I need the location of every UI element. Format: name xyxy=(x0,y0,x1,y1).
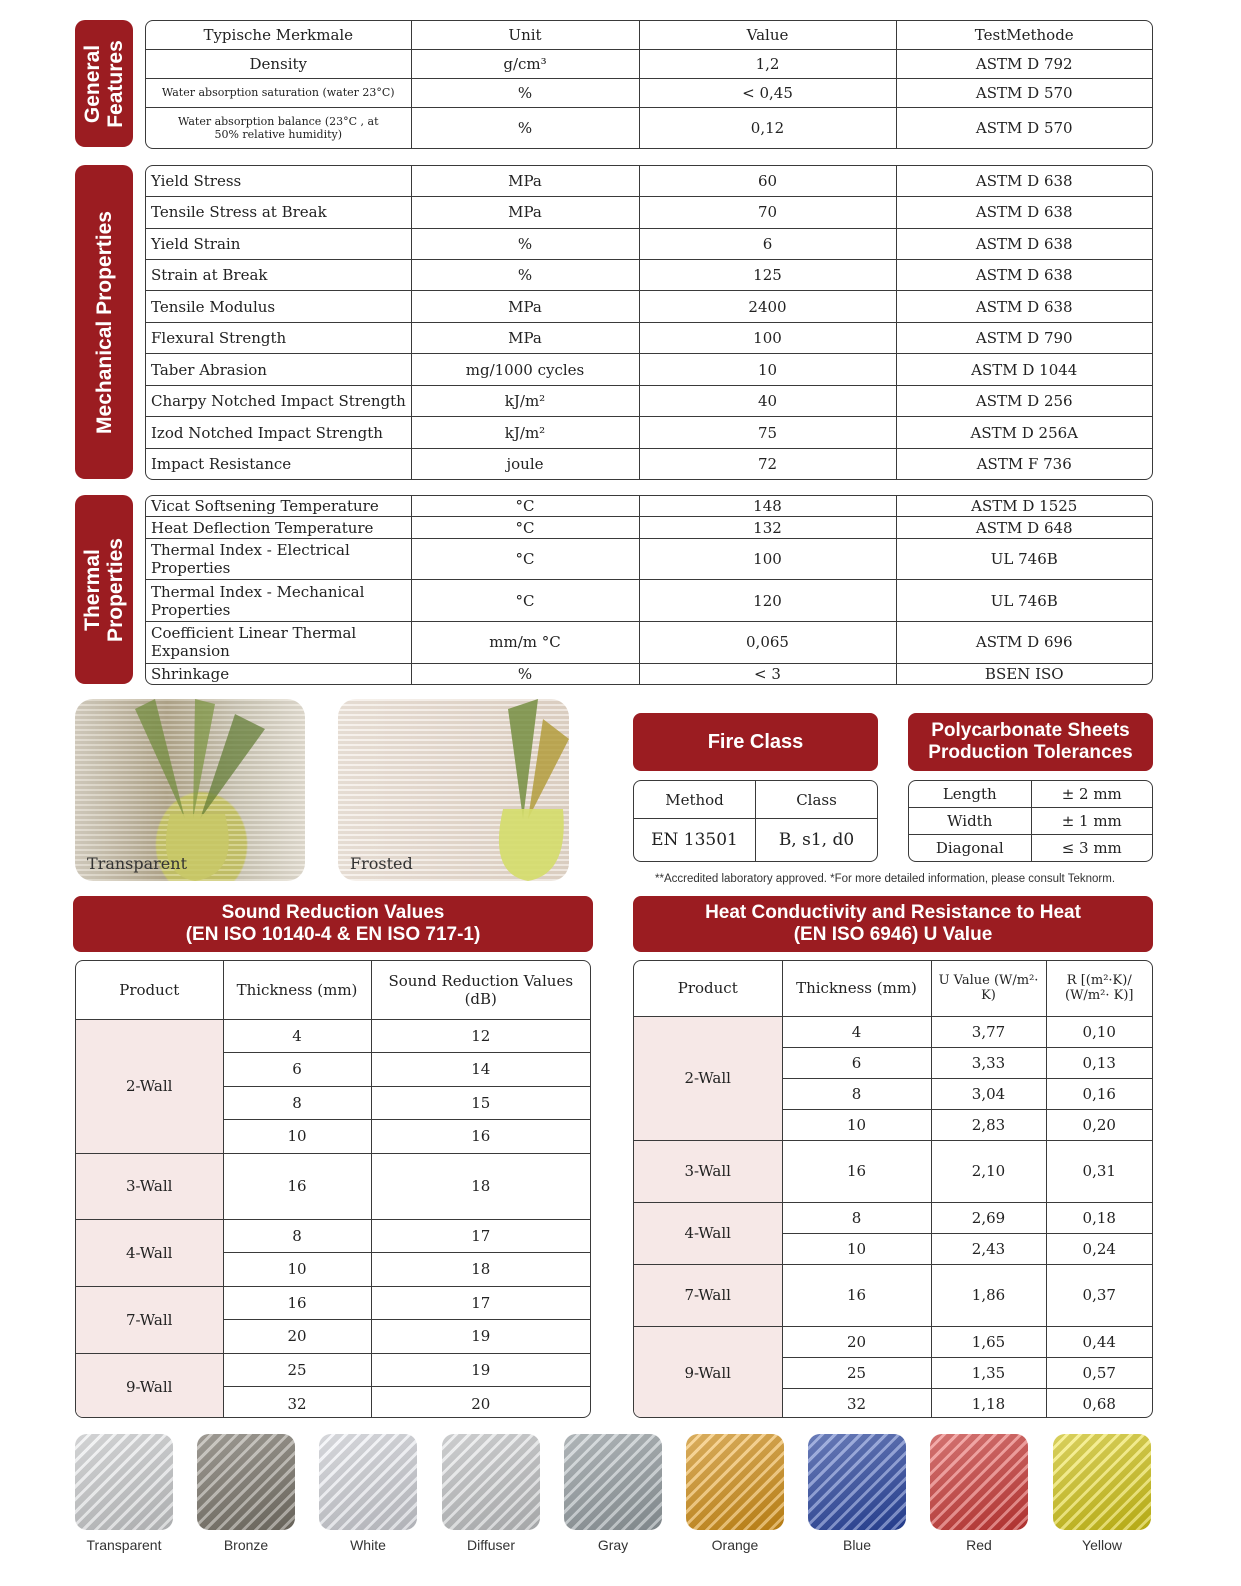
value-cell: 0,31 xyxy=(1046,1140,1152,1202)
sound-title-line1: Sound Reduction Values xyxy=(221,902,445,923)
heat-title-line1: Heat Conductivity and Resistance to Heat xyxy=(705,902,1081,923)
swatch-white xyxy=(319,1434,417,1530)
photo-caption-transparent: Transparent xyxy=(87,854,188,873)
photo-caption-frosted: Frosted xyxy=(350,854,413,873)
table-row xyxy=(76,1153,590,1219)
property-method: ASTM F 736 xyxy=(976,454,1072,473)
table-row xyxy=(634,1326,1152,1357)
property-unit: MPa xyxy=(411,166,639,197)
value-cell: 2,43 xyxy=(931,1233,1046,1264)
value-cell: 6 xyxy=(223,1053,371,1087)
swatch-label: White xyxy=(350,1537,386,1553)
property-unit: mg/1000 cycles xyxy=(411,354,639,385)
value-cell: 1,35 xyxy=(931,1357,1046,1388)
header-cell: Thickness (mm) xyxy=(782,961,931,1016)
table-row xyxy=(146,197,1152,228)
property-unit: °C xyxy=(411,580,639,622)
value-cell: 19 xyxy=(371,1320,590,1354)
property-name: Heat Deflection Temperature xyxy=(146,517,411,538)
product-cell: 3-Wall xyxy=(76,1153,223,1219)
value-cell: 0,68 xyxy=(1082,1394,1116,1413)
value-cell: 32 xyxy=(782,1388,931,1418)
property-unit: °C xyxy=(411,496,639,517)
section-tab-general xyxy=(75,20,133,147)
property-method: ASTM D 638 xyxy=(896,166,1152,197)
property-unit: % xyxy=(411,228,639,259)
tolerance-name: Length xyxy=(909,781,1031,807)
fire-class-value: B, s1, d0 xyxy=(778,830,855,851)
value-cell: 25 xyxy=(782,1357,931,1388)
tolerances-table xyxy=(908,780,1153,862)
product-cell: 9-Wall xyxy=(76,1353,223,1418)
value-cell: 25 xyxy=(223,1353,371,1387)
swatch-gray xyxy=(564,1434,662,1530)
property-unit: MPa xyxy=(411,322,639,353)
thermal-properties-table xyxy=(145,495,1153,685)
property-method: ASTM D 256 xyxy=(896,385,1152,416)
table-header-row xyxy=(76,961,590,1019)
property-value: 40 xyxy=(639,385,896,416)
value-cell: 10 xyxy=(782,1109,931,1140)
fire-class-title-text: Fire Class xyxy=(707,730,804,753)
value-cell: 0,13 xyxy=(1046,1047,1152,1078)
value-cell: 0,44 xyxy=(1046,1326,1152,1357)
value-cell: 20 xyxy=(471,1394,491,1413)
swatch-blue xyxy=(808,1434,906,1530)
section-tab-mechanical xyxy=(75,165,133,479)
property-name: Tensile Modulus xyxy=(146,291,411,322)
table-row xyxy=(76,1286,590,1320)
value-cell: 8 xyxy=(223,1219,371,1253)
value-cell: 0,37 xyxy=(1046,1264,1152,1326)
table-row xyxy=(634,1264,1152,1326)
tolerance-name: Width xyxy=(909,807,1031,834)
property-name: Water absorption balance (23°C , at 50% relative humidity) xyxy=(146,107,411,148)
value-cell: 20 xyxy=(782,1326,931,1357)
property-unit: MPa xyxy=(411,197,639,228)
property-value: 100 xyxy=(639,322,896,353)
product-cell: 2-Wall xyxy=(76,1019,223,1153)
photo-transparent xyxy=(75,699,305,881)
value-cell: 2,69 xyxy=(931,1202,1046,1233)
fire-header-method: Method xyxy=(634,781,756,819)
property-method: ASTM D 1044 xyxy=(896,354,1152,385)
swatch-orange xyxy=(686,1434,784,1530)
table-header-row xyxy=(146,21,1152,49)
table-row xyxy=(909,835,1152,861)
property-value: 125 xyxy=(639,260,896,291)
value-cell: 0,20 xyxy=(1046,1109,1152,1140)
property-unit: mm/m °C xyxy=(411,621,639,663)
property-name: Charpy Notched Impact Strength xyxy=(146,385,411,416)
table-row xyxy=(146,580,1152,622)
table-row xyxy=(146,78,1152,107)
property-value: 132 xyxy=(639,517,896,538)
swatch-yellow xyxy=(1053,1434,1151,1530)
value-cell: 1,86 xyxy=(931,1264,1046,1326)
table-row xyxy=(909,807,1152,834)
sound-title xyxy=(73,896,593,952)
header-test-method: TestMethode xyxy=(896,21,1152,49)
swatch-diffuser xyxy=(442,1434,540,1530)
value-cell: 0,18 xyxy=(1046,1202,1152,1233)
tolerance-value: ≤ 3 mm xyxy=(1061,839,1122,858)
product-cell: 7-Wall xyxy=(634,1264,782,1326)
table-row xyxy=(909,781,1152,807)
swatch-label: Diffuser xyxy=(467,1537,515,1553)
table-row xyxy=(76,1353,590,1387)
property-name: Izod Notched Impact Strength xyxy=(146,417,411,448)
value-cell: 3,04 xyxy=(931,1078,1046,1109)
table-row xyxy=(634,1016,1152,1047)
property-method: ASTM D 638 xyxy=(896,197,1152,228)
swatch-label: Blue xyxy=(842,1537,872,1553)
property-value: 6 xyxy=(639,228,896,259)
value-cell: 17 xyxy=(371,1219,590,1253)
general-features-table xyxy=(145,20,1153,149)
property-method: ASTM D 638 xyxy=(896,228,1152,259)
section-title-mechanical: Mechanical Properties xyxy=(92,210,116,434)
table-header-row xyxy=(634,961,1152,1016)
tolerances-title-line1: Polycarbonate Sheets xyxy=(931,720,1130,741)
value-cell: 2,10 xyxy=(931,1140,1046,1202)
property-name: Coefficient Linear Thermal Expansion xyxy=(146,621,411,663)
property-unit: % xyxy=(411,663,639,684)
table-row xyxy=(146,621,1152,663)
property-value: 10 xyxy=(639,354,896,385)
property-unit: % xyxy=(411,78,639,107)
swatch-bronze xyxy=(197,1434,295,1530)
header-unit: Unit xyxy=(411,21,639,49)
property-unit: % xyxy=(411,107,639,148)
table-row xyxy=(146,417,1152,448)
property-name: Water absorption saturation (water 23°C) xyxy=(146,78,411,107)
property-method: ASTM D 790 xyxy=(896,322,1152,353)
value-cell: 20 xyxy=(223,1320,371,1354)
tolerances-title-line2: Production Tolerances xyxy=(928,742,1133,763)
footnote: **Accredited laboratory approved. *For more detailed information, please consult Teknorm. xyxy=(655,873,1116,885)
section-title-general: General Features xyxy=(81,39,128,128)
property-method: ASTM D 792 xyxy=(896,49,1152,78)
value-cell: 8 xyxy=(782,1202,931,1233)
value-cell: 4 xyxy=(223,1019,371,1053)
tolerance-name: Diagonal xyxy=(909,835,1031,861)
table-row xyxy=(146,354,1152,385)
value-cell: 16 xyxy=(782,1264,931,1326)
property-unit: % xyxy=(411,260,639,291)
table-row xyxy=(76,1219,590,1253)
value-cell: 10 xyxy=(223,1120,371,1154)
swatch-label: Gray xyxy=(597,1537,629,1553)
property-value: 1,2 xyxy=(639,49,896,78)
property-method: UL 746B xyxy=(896,580,1152,622)
property-value: 148 xyxy=(639,496,896,517)
heat-title xyxy=(633,896,1153,952)
property-method: UL 746B xyxy=(896,538,1152,580)
swatch-label: Yellow xyxy=(1082,1537,1122,1553)
value-cell: 10 xyxy=(223,1253,371,1287)
value-cell: 8 xyxy=(782,1078,931,1109)
property-method: BSEN ISO xyxy=(984,664,1064,683)
table-row xyxy=(146,496,1152,517)
header-cell: R [(m²·K)/ (W/m²· K)] xyxy=(1046,961,1152,1016)
property-name: Tensile Stress at Break xyxy=(146,197,411,228)
value-cell: 16 xyxy=(223,1153,371,1219)
property-name: Thermal Index - Electrical Properties xyxy=(146,538,411,580)
property-name: Vicat Softsening Temperature xyxy=(146,496,411,517)
value-cell: 8 xyxy=(223,1086,371,1120)
property-name: Yield Strain xyxy=(146,228,411,259)
property-value: 120 xyxy=(639,580,896,622)
table-row xyxy=(146,517,1152,538)
property-name: Yield Stress xyxy=(146,166,411,197)
value-cell: 0,24 xyxy=(1046,1233,1152,1264)
property-method: ASTM D 570 xyxy=(896,78,1152,107)
heat-conductivity-table xyxy=(633,960,1153,1418)
header-cell: Product xyxy=(76,961,223,1019)
header-value: Value xyxy=(639,21,896,49)
table-row xyxy=(146,322,1152,353)
property-method: ASTM D 256A xyxy=(896,417,1152,448)
value-cell: 14 xyxy=(371,1053,590,1087)
sound-reduction-table xyxy=(75,960,591,1418)
property-unit: °C xyxy=(411,517,639,538)
value-cell: 3,33 xyxy=(931,1047,1046,1078)
property-method: ASTM D 638 xyxy=(896,260,1152,291)
property-value: 0,065 xyxy=(639,621,896,663)
value-cell: 32 xyxy=(223,1387,371,1419)
product-cell: 9-Wall xyxy=(634,1326,782,1418)
product-cell: 7-Wall xyxy=(76,1286,223,1353)
product-cell: 2-Wall xyxy=(634,1016,782,1140)
section-tab-thermal xyxy=(75,495,133,684)
tolerance-value: ± 1 mm xyxy=(1031,807,1152,834)
property-value: < 0,45 xyxy=(639,78,896,107)
table-row xyxy=(146,228,1152,259)
table-row xyxy=(146,49,1152,78)
property-name: Shrinkage xyxy=(146,663,411,684)
value-cell: 19 xyxy=(371,1353,590,1387)
swatch-red xyxy=(930,1434,1028,1530)
property-unit: joule xyxy=(411,448,639,479)
table-row xyxy=(146,291,1152,322)
property-unit: kJ/m² xyxy=(411,385,639,416)
value-cell: 18 xyxy=(371,1153,590,1219)
value-cell: 16 xyxy=(223,1286,371,1320)
sound-title-line2: (EN ISO 10140-4 & EN ISO 717-1) xyxy=(185,924,481,945)
swatch-label: Bronze xyxy=(223,1537,269,1553)
property-method: ASTM D 1525 xyxy=(896,496,1152,517)
table-row xyxy=(146,260,1152,291)
fire-class-table xyxy=(633,780,878,862)
property-method: ASTM D 648 xyxy=(896,517,1152,538)
property-value: 2400 xyxy=(639,291,896,322)
value-cell: 16 xyxy=(782,1140,931,1202)
property-name: Flexural Strength xyxy=(146,322,411,353)
product-cell: 4-Wall xyxy=(76,1219,223,1286)
value-cell: 10 xyxy=(782,1233,931,1264)
fire-class-title xyxy=(633,713,878,771)
value-cell: 1,65 xyxy=(931,1326,1046,1357)
swatch-transparent xyxy=(75,1434,173,1530)
heat-title-line2: (EN ISO 6946) U Value xyxy=(793,924,993,945)
table-row xyxy=(146,107,1152,148)
property-unit: MPa xyxy=(411,291,639,322)
table-row xyxy=(76,1019,590,1053)
table-row xyxy=(146,385,1152,416)
property-unit: g/cm³ xyxy=(411,49,639,78)
property-value: 72 xyxy=(639,448,896,479)
value-cell: 0,16 xyxy=(1046,1078,1152,1109)
value-cell: 17 xyxy=(371,1286,590,1320)
swatch-label: Orange xyxy=(711,1537,759,1553)
fire-header-class: Class xyxy=(756,781,878,819)
table-row xyxy=(146,538,1152,580)
header-cell: U Value (W/m²· K) xyxy=(931,961,1046,1016)
property-value: 0,12 xyxy=(639,107,896,148)
swatch-label: Red xyxy=(966,1537,992,1553)
property-name: Density xyxy=(146,49,411,78)
property-name: Taber Abrasion xyxy=(146,354,411,385)
table-row xyxy=(146,448,1152,479)
value-cell: 2,83 xyxy=(931,1109,1046,1140)
value-cell: 18 xyxy=(371,1253,590,1287)
table-row xyxy=(146,166,1152,197)
table-row xyxy=(634,1140,1152,1202)
table-row xyxy=(146,663,1152,684)
value-cell: 6 xyxy=(782,1047,931,1078)
property-value: 60 xyxy=(639,166,896,197)
tolerances-title xyxy=(908,713,1153,771)
product-cell: 3-Wall xyxy=(634,1140,782,1202)
fire-method-value: EN 13501 xyxy=(634,819,756,861)
value-cell: 12 xyxy=(371,1019,590,1053)
property-name: Thermal Index - Mechanical Properties xyxy=(146,580,411,622)
property-value: 75 xyxy=(639,417,896,448)
value-cell: 0,10 xyxy=(1046,1016,1152,1047)
property-name: Impact Resistance xyxy=(146,448,411,479)
tolerance-value: ± 2 mm xyxy=(1031,781,1152,807)
swatch-label: Transparent xyxy=(86,1537,162,1553)
property-method: ASTM D 638 xyxy=(896,291,1152,322)
property-name: Strain at Break xyxy=(146,260,411,291)
table-row xyxy=(634,1202,1152,1233)
header-cell: Sound Reduction Values (dB) xyxy=(371,961,590,1019)
value-cell: 4 xyxy=(782,1016,931,1047)
photo-frosted xyxy=(338,699,569,881)
mechanical-properties-table xyxy=(145,165,1153,480)
property-value: < 3 xyxy=(639,663,896,684)
value-cell: 15 xyxy=(371,1086,590,1120)
value-cell: 3,77 xyxy=(931,1016,1046,1047)
header-typische-merkmale: Typische Merkmale xyxy=(146,21,411,49)
product-cell: 4-Wall xyxy=(634,1202,782,1264)
property-unit: kJ/m² xyxy=(411,417,639,448)
property-value: 100 xyxy=(639,538,896,580)
value-cell: 0,57 xyxy=(1046,1357,1152,1388)
header-cell: Product xyxy=(634,961,782,1016)
property-method: ASTM D 570 xyxy=(975,118,1073,137)
property-value: 70 xyxy=(639,197,896,228)
property-unit: °C xyxy=(411,538,639,580)
value-cell: 16 xyxy=(371,1120,590,1154)
value-cell: 1,18 xyxy=(931,1388,1046,1418)
section-title-thermal: Thermal Properties xyxy=(81,537,127,642)
header-cell: Thickness (mm) xyxy=(223,961,371,1019)
property-method: ASTM D 696 xyxy=(896,621,1152,663)
